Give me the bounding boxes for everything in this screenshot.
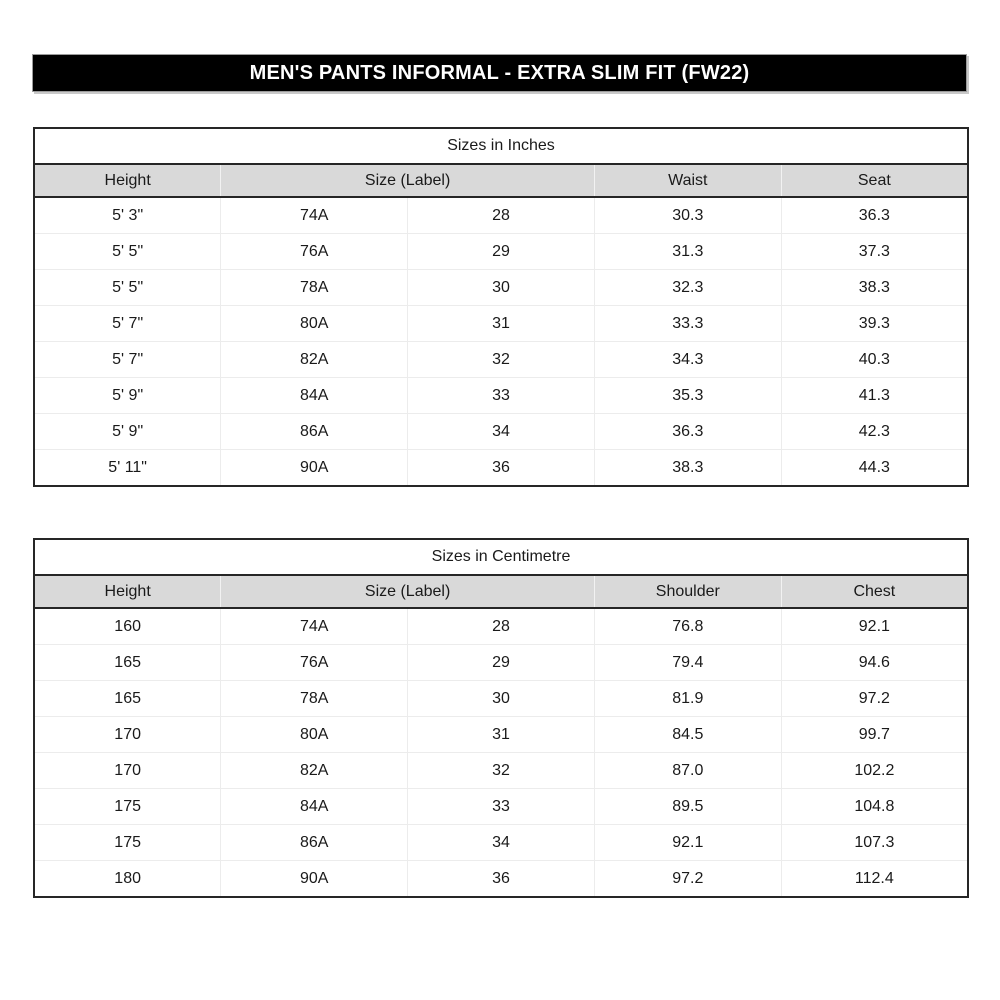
table-row	[34, 825, 968, 861]
table-cell: 170	[34, 717, 221, 753]
table-cell: 33.3	[594, 306, 781, 342]
table-cell: 86A	[221, 825, 408, 861]
table-row	[34, 234, 968, 270]
table-cell: 42.3	[781, 414, 968, 450]
table-cell: 90A	[221, 861, 408, 898]
table-cell: 36.3	[781, 197, 968, 234]
table-cell: 34	[408, 414, 595, 450]
table-cell: 81.9	[594, 681, 781, 717]
table-sizes-centimetre	[33, 538, 969, 898]
table-cell: 31	[408, 306, 595, 342]
table-row	[34, 753, 968, 789]
table-cell: 36	[408, 861, 595, 898]
table-cell: 31	[408, 717, 595, 753]
table-cell: 35.3	[594, 378, 781, 414]
table-cell: 78A	[221, 270, 408, 306]
table-cell: 32	[408, 753, 595, 789]
table-row	[34, 608, 968, 645]
table-cell: 80A	[221, 306, 408, 342]
table-cell: 107.3	[781, 825, 968, 861]
table-cell: 5' 7"	[34, 342, 221, 378]
table-cell: 36	[408, 450, 595, 487]
table-cell: 5' 7"	[34, 306, 221, 342]
table-cell: 175	[34, 825, 221, 861]
table-cell: 84A	[221, 789, 408, 825]
table-cell: 94.6	[781, 645, 968, 681]
column-header-height: Height	[34, 575, 221, 608]
table-cell: 76A	[221, 645, 408, 681]
table-cell: 32.3	[594, 270, 781, 306]
table-cell: 39.3	[781, 306, 968, 342]
column-header-waist: Waist	[594, 164, 781, 197]
column-header-size-label: Size (Label)	[221, 164, 595, 197]
table-cell: 5' 9"	[34, 378, 221, 414]
table-cell: 97.2	[781, 681, 968, 717]
table-cell: 160	[34, 608, 221, 645]
table-cell: 86A	[221, 414, 408, 450]
table-cell: 112.4	[781, 861, 968, 898]
table-row	[34, 306, 968, 342]
table-row	[34, 645, 968, 681]
table-cell: 41.3	[781, 378, 968, 414]
table-cell: 44.3	[781, 450, 968, 487]
page-title: MEN'S PANTS INFORMAL - EXTRA SLIM FIT (FW22)	[32, 54, 967, 92]
table-cell: 74A	[221, 197, 408, 234]
table-cell: 30.3	[594, 197, 781, 234]
table-cell: 34	[408, 825, 595, 861]
table-cell: 102.2	[781, 753, 968, 789]
table-row	[34, 378, 968, 414]
table-cell: 90A	[221, 450, 408, 487]
table-cell: 92.1	[781, 608, 968, 645]
table-cell: 165	[34, 681, 221, 717]
table-cell: 5' 11"	[34, 450, 221, 487]
column-header-size-label: Size (Label)	[221, 575, 595, 608]
column-header-seat: Seat	[781, 164, 968, 197]
table-cell: 104.8	[781, 789, 968, 825]
table-cell: 34.3	[594, 342, 781, 378]
table-cell: 31.3	[594, 234, 781, 270]
table-row	[34, 717, 968, 753]
table-title-row	[34, 128, 968, 164]
column-header-shoulder: Shoulder	[594, 575, 781, 608]
sizes-centimetre-table	[33, 538, 969, 898]
table-cell: 180	[34, 861, 221, 898]
table-row	[34, 681, 968, 717]
table-header-row	[34, 164, 968, 197]
column-header-height: Height	[34, 164, 221, 197]
table-row	[34, 270, 968, 306]
table-cell: 38.3	[781, 270, 968, 306]
table-cell: 40.3	[781, 342, 968, 378]
table-cell: 5' 9"	[34, 414, 221, 450]
table-cell: 30	[408, 270, 595, 306]
table-row	[34, 414, 968, 450]
table-title: Sizes in Centimetre	[34, 539, 968, 575]
table-title-row	[34, 539, 968, 575]
table-cell: 30	[408, 681, 595, 717]
table-cell: 33	[408, 789, 595, 825]
table-cell: 84.5	[594, 717, 781, 753]
sizes-inches-table	[33, 127, 969, 487]
table-cell: 5' 5"	[34, 270, 221, 306]
table-cell: 84A	[221, 378, 408, 414]
table-cell: 5' 3"	[34, 197, 221, 234]
table-cell: 32	[408, 342, 595, 378]
table-header-row	[34, 575, 968, 608]
table-cell: 82A	[221, 342, 408, 378]
table-sizes-inches	[33, 127, 969, 487]
table-row	[34, 789, 968, 825]
table-cell: 76.8	[594, 608, 781, 645]
table-cell: 89.5	[594, 789, 781, 825]
table-cell: 170	[34, 753, 221, 789]
table-cell: 165	[34, 645, 221, 681]
table-cell: 37.3	[781, 234, 968, 270]
table-cell: 99.7	[781, 717, 968, 753]
table-cell: 28	[408, 608, 595, 645]
table-row	[34, 197, 968, 234]
table-title: Sizes in Inches	[34, 128, 968, 164]
table-cell: 175	[34, 789, 221, 825]
table-cell: 38.3	[594, 450, 781, 487]
table-cell: 87.0	[594, 753, 781, 789]
table-cell: 36.3	[594, 414, 781, 450]
table-cell: 28	[408, 197, 595, 234]
table-row	[34, 861, 968, 898]
table-cell: 78A	[221, 681, 408, 717]
table-cell: 92.1	[594, 825, 781, 861]
table-cell: 79.4	[594, 645, 781, 681]
table-cell: 82A	[221, 753, 408, 789]
table-cell: 74A	[221, 608, 408, 645]
table-cell: 76A	[221, 234, 408, 270]
table-row	[34, 450, 968, 487]
table-cell: 5' 5"	[34, 234, 221, 270]
table-cell: 97.2	[594, 861, 781, 898]
table-cell: 29	[408, 645, 595, 681]
table-cell: 29	[408, 234, 595, 270]
table-row	[34, 342, 968, 378]
column-header-chest: Chest	[781, 575, 968, 608]
table-cell: 80A	[221, 717, 408, 753]
table-cell: 33	[408, 378, 595, 414]
